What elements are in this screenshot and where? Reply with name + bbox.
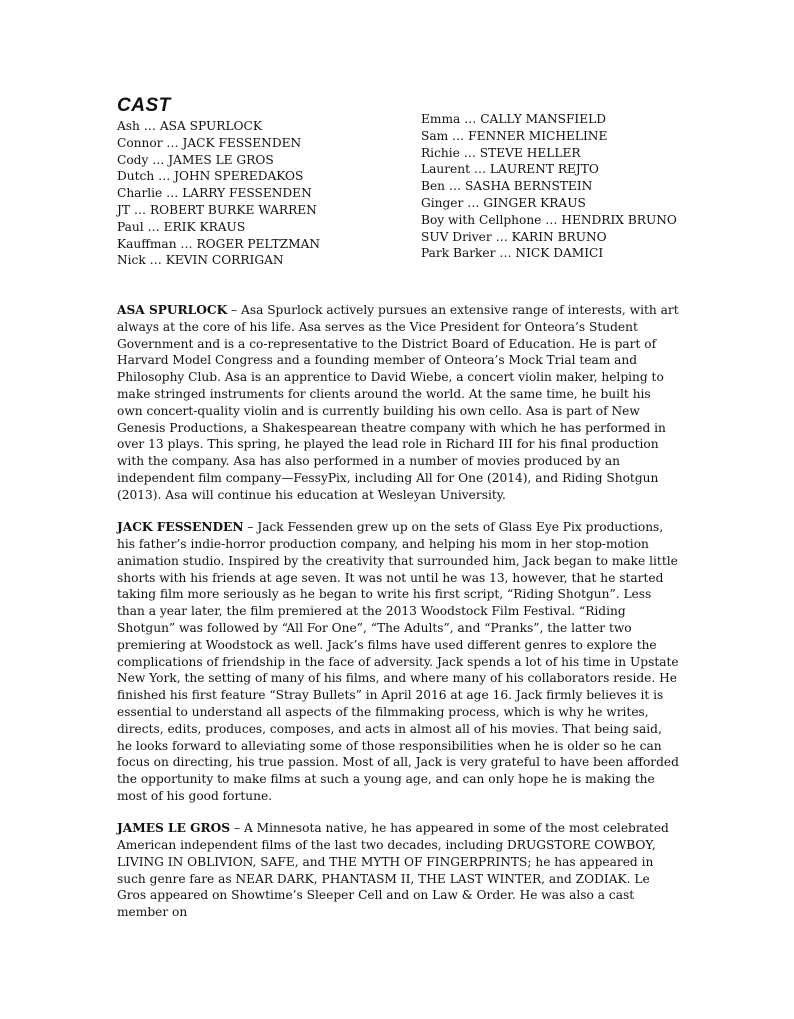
cast-entry: Emma … CALLY MANSFIELD <box>421 112 606 126</box>
cast-list-right <box>421 111 677 262</box>
cast-entry: Boy with Cellphone … HENDRIX BRUNO <box>421 212 677 227</box>
cast-entry: Sam … FENNER MICHELINE <box>421 128 608 143</box>
cast-entry: Laurent … LAURENT REJTO <box>421 162 599 177</box>
bio-james-le-gros <box>117 820 679 921</box>
bio-separator: – <box>227 303 242 317</box>
bio-asa-spurlock <box>117 302 679 504</box>
bio-jack-fessenden <box>117 519 679 805</box>
cast-entry: Charlie … LARRY FESSENDEN <box>117 186 312 201</box>
cast-entry: Cody … JAMES LE GROS <box>117 152 274 167</box>
bio-separator: – <box>230 821 244 836</box>
cast-entry: Connor … JACK FESSENDEN <box>117 135 302 150</box>
bio-text: Asa Spurlock actively pursues an extensive range of interests, with art always at the core of his life. Asa serves as the Vice President for Onteora’s Student Government and is a co-representative to the District Board of Education. He is part of Harvard Model Congress and a founding member of Onteora’s Mock Trial team and Philosophy Club. Asa is an apprentice to David Wiebe, a concert violin maker, helping to make stringed instruments for clients around the world. At the same time, he built his own concert-quality violin and is currently building his own cello. Asa is part of New Genesis Productions, a Shakespearean theatre company with which he has performed in over 13 plays. This spring, he played the lead role in Richard III for his final production with the company. Asa has also performed in a number of movies produced by an independent film company—FessyPix, including All for One (2014), and Riding Shotgun (2013). Asa will continue his education at Wesleyan University. <box>117 303 679 502</box>
cast-list-left <box>117 118 320 269</box>
cast-entry: Nick … KEVIN CORRIGAN <box>117 253 284 268</box>
cast-entry: Park Barker … NICK DAMICI <box>421 246 604 261</box>
cast-entry: Kauffman … ROGER PELTZMAN <box>117 236 321 251</box>
bio-text: A Minnesota native, he has appeared in some of the most celebrated American independent films of the last two decades, including DRUGSTORE COWBOY, LIVING IN OBLIVION, SAFE, and THE MYTH OF FINGERPRINTS; he has appeared in such genre fare as NEAR DARK, PHANTASM II, THE LAST WINTER, and ZODIAK. Le Gros appeared on Showtime’s Sleeper Cell and on Law & Order. He was also a cast member on <box>117 821 669 920</box>
cast-entry: Richie … STEVE HELLER <box>421 145 581 160</box>
bio-name: JAMES LE GROS <box>117 821 231 836</box>
cast-entry: Paul … ERIK KRAUS <box>117 219 246 234</box>
cast-entry: Ben … SASHA BERNSTEIN <box>421 179 593 194</box>
cast-entry: SUV Driver … KARIN BRUNO <box>421 229 607 244</box>
cast-entry: Dutch … JOHN SPEREDAKOS <box>117 169 304 184</box>
bio-name: ASA SPURLOCK <box>117 303 228 317</box>
cast-heading: CAST <box>117 95 171 116</box>
cast-entry: Ash … ASA SPURLOCK <box>117 119 262 133</box>
bio-text: Jack Fessenden grew up on the sets of Glass Eye Pix productions, his father’s indie-horror production company, and helping his mom in her stop-motion animation studio. Inspired by the creativity that surrounded him, Jack began to make little shorts with his friends at age seven. It was not until he was 13, however, that he started taking film more seriously as he began to write his first script, “Riding Shotgun”. Less than a year later, the film premiered at the 2013 Woodstock Film Festival. “Riding Shotgun” was followed by “All For One”, “The Adults”, and “Pranks”, the latter two premiering at Woodstock as well. Jack’s films have used different genres to explore the complications of friendship in the face of adversity. Jack spends a lot of his time in Upstate New York, the setting of many of his films, and where many of his collaborators reside. He finished his first feature “Stray Bullets” in April 2016 at age 16. Jack firmly believes it is essential to understand all aspects of the filmmaking process, which is why he writes, directs, edits, produces, composes, and acts in almost all of his movies. That being said, he looks forward to alleviating some of those responsibilities when he is older so he can focus on directing, his true passion. Most of all, Jack is very grateful to have been afforded the opportunity to make films at such a young age, and can only hope he is making the most of his good fortune. <box>117 520 679 803</box>
bio-separator: – <box>243 520 258 535</box>
bio-name: JACK FESSENDEN <box>117 520 244 535</box>
cast-entry: JT … ROBERT BURKE WARREN <box>117 202 317 217</box>
bios-section <box>117 302 679 937</box>
cast-entry: Ginger … GINGER KRAUS <box>421 195 586 210</box>
